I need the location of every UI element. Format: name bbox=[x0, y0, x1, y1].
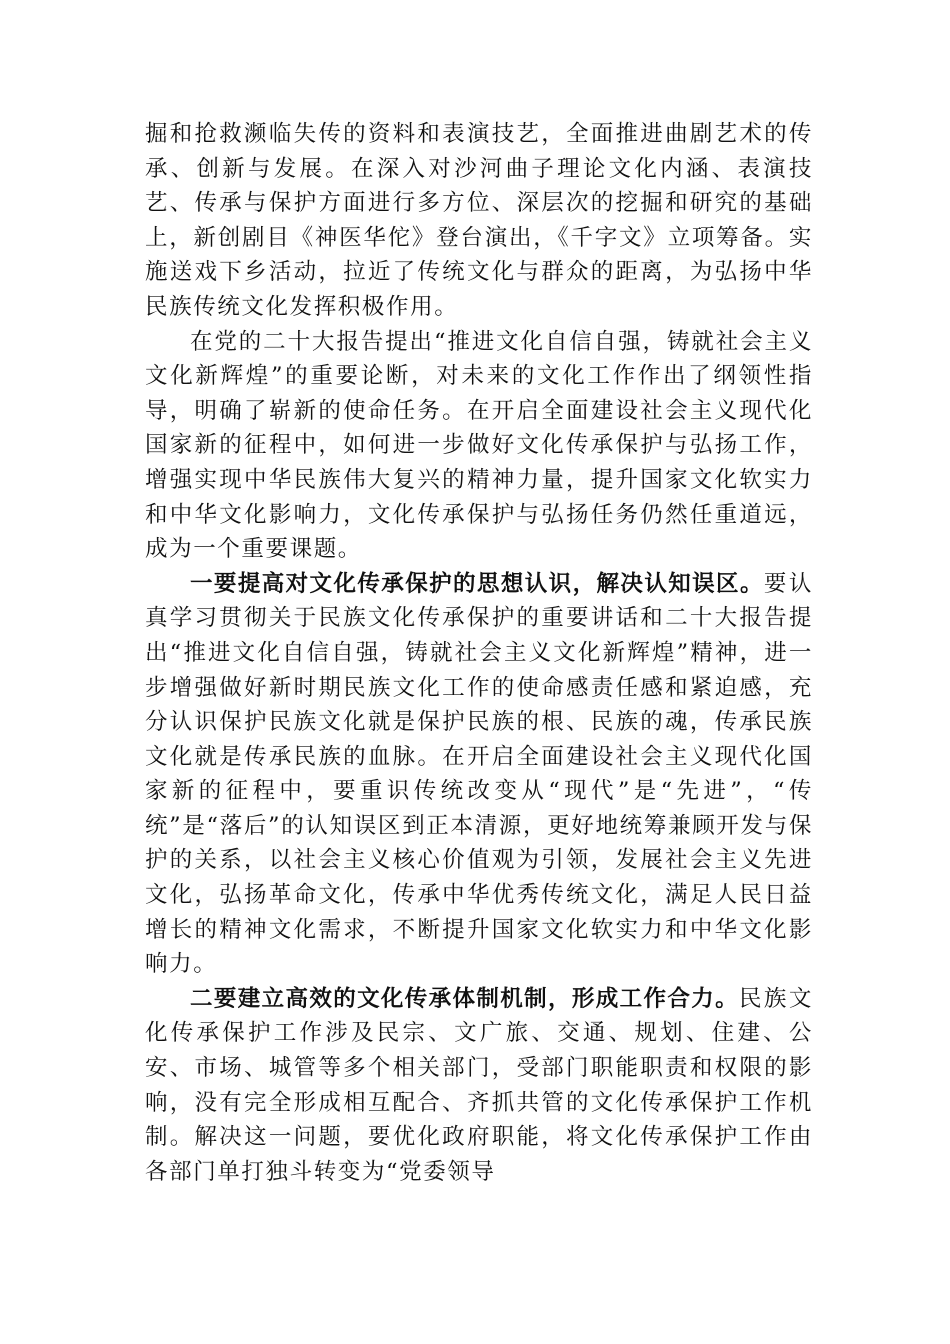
paragraph-4 bbox=[145, 982, 813, 1190]
paragraph-2: 在党的二十大报告提出“推进文化自信自强，铸就社会主义文化新辉煌”的重要论断，对未来的文化工作作出了纲领性指导，明确了崭新的使命任务。在开启全面建设社会主义现代化国家新的征程中，如何进一步做好文化传承保护与弘扬工作，增强实现中华民族伟大复兴的精神力量，提升国家文化软实力和中华文化影响力，文化传承保护与弘扬任务仍然任重道远，成为一个重要课题。 bbox=[145, 328, 813, 563]
paragraph-4-heading: 二要建立高效的文化传承体制机制，形成工作合力。 bbox=[190, 985, 739, 1012]
document-page bbox=[145, 117, 813, 1189]
paragraph-4-body: 民族文化传承保护工作涉及民宗、文广旅、交通、规划、住建、公安、市场、城管等多个相关部门，受部门职能职责和权限的影响，没有完全形成相互配合、齐抓共管的文化传承保护工作机制。解决这一问题，要优化政府职能，将文化传承保护工作由各部门单打独斗转变为“党委领导 bbox=[145, 985, 813, 1185]
paragraph-3-heading: 一要提高对文化传承保护的思想认识，解决认知误区。 bbox=[190, 570, 764, 597]
paragraph-3 bbox=[145, 567, 813, 982]
paragraph-1: 掘和抢救濒临失传的资料和表演技艺，全面推进曲剧艺术的传承、创新与发展。在深入对沙河曲子理论文化内涵、表演技艺、传承与保护方面进行多方位、深层次的挖掘和研究的基础上，新创剧目《神医华佗》登台演出，《千字文》立项筹备。实施送戏下乡活动，拉近了传统文化与群众的距离，为弘扬中华民族传统文化发挥积极作用。 bbox=[145, 121, 813, 320]
paragraph-3-body: 要认真学习贯彻关于民族文化传承保护的重要讲话和二十大报告提出“推进文化自信自强，铸就社会主义文化新辉煌”精神，进一步增强做好新时期民族文化工作的使命感责任感和紧迫感，充分认识保护民族文化就是保护民族的根、民族的魂，传承民族文化就是传承民族的血脉。在开启全面建设社会主义现代化国家新的征程中，要重识传统改变从“现代”是“先进”，“传统”是“落后”的认知误区到正本清源，更好地统筹兼顾开发与保护的关系，以社会主义核心价值观为引领，发展社会主义先进文化，弘扬革命文化，传承中华优秀传统文化，满足人民日益增长的精神文化需求，不断提升国家文化软实力和中华文化影响力。 bbox=[145, 570, 813, 978]
